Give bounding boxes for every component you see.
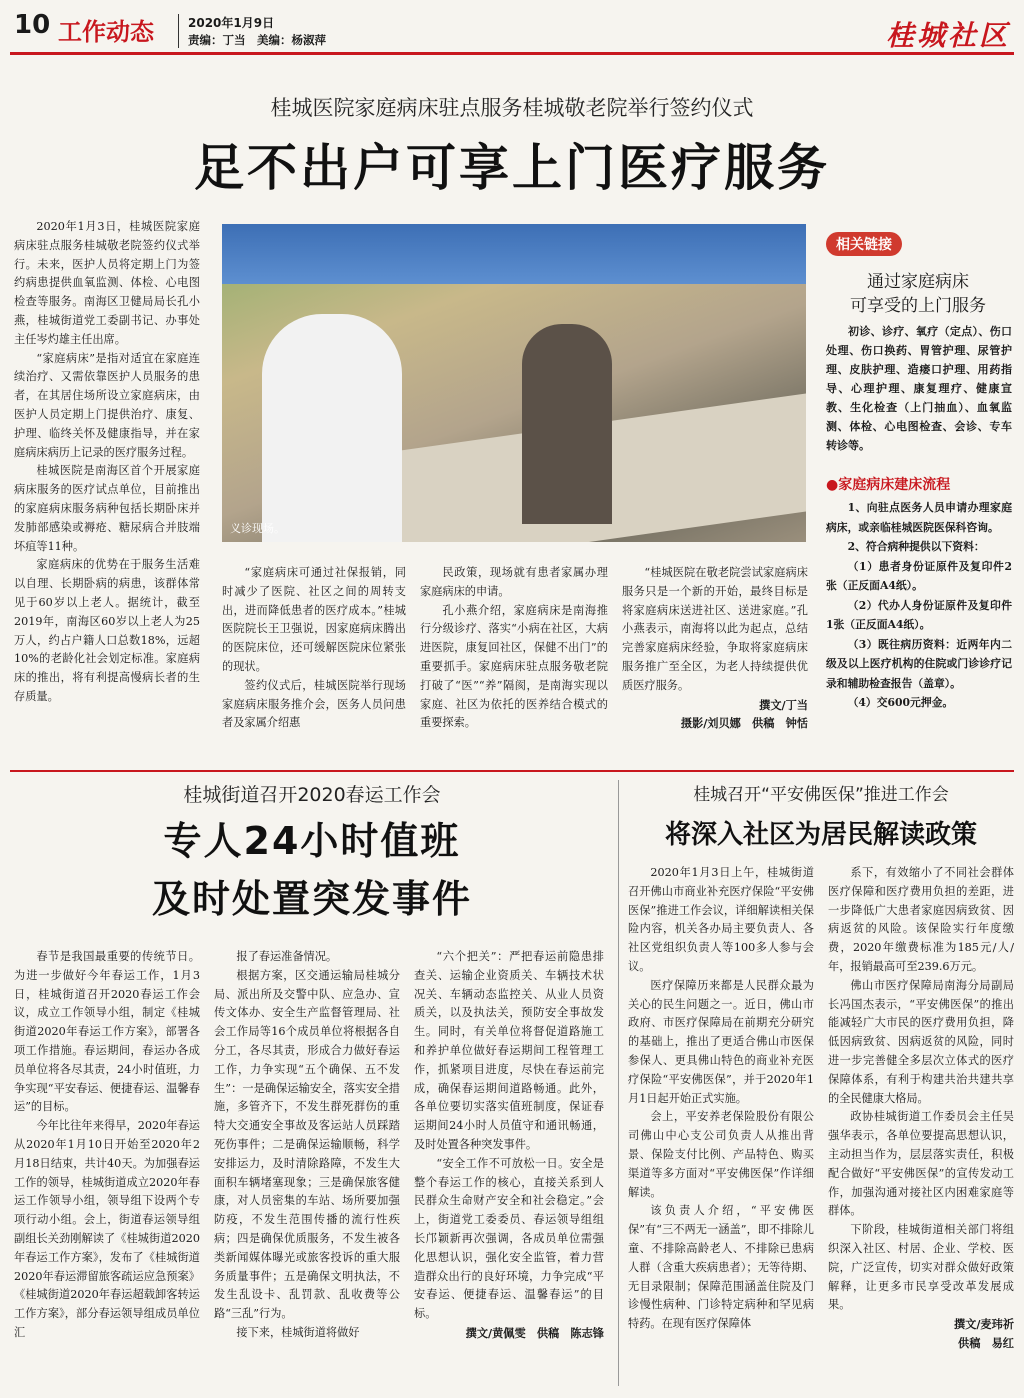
photo-caption: 义诊现场。 [230,522,285,535]
issue-date: 2020年1月9日 [188,16,275,30]
brand-logo: 桂城社区 [885,19,1010,52]
article2-kicker: 桂城街道召开2020春运工作会 [183,784,441,806]
paragraph: 春节是我国最重要的传统节日。为进一步做好今年春运工作，1月3日，桂城街道召开2020春运工作会议，成立工作领导小组，制定《桂城街道2020年春运工作方案》，部署各项工作措施。春运期间，春运办各成员单位将各尽其责，24小时值班，力争实现“平安春运、便捷春运、温馨春运”的目标。 [14,950,200,1114]
paragraph: （4）交600元押金。 [847,696,954,709]
paragraph: 根据方案，区交通运输局桂城分局、派出所及交警中队、应急办、宣传文体办、安全生产监督管理局、社会工作局等16个成员单位将根据各自分工，各尽其责，形成合力做好春运工作，力争实现“五个确保、五不发生”：一是确保运输安全，落实安全措施，多管齐下，不发生群死群伤的重特大交通安全事故及客运站人员踩踏死伤事件；二是确保运输顺畅，科学安排运力，及时清除路障，不发生大面积车辆堵塞现象；三是确保旅客健康，对人员密集的车站、场所要加强防疫，不发生范围传播的流行性疾病；四是确保优质服务，不发生被各类新闻媒体曝光或旅客投诉的重大服务质量事件；五是确保文明执法，不发生乱设卡、乱罚款、乱收费等公路“三乱”行为。 [214,968,400,1321]
photo-canopy [222,224,806,284]
paragraph: 报了春运准备情况。 [236,950,338,963]
paragraph: （2）代办人身份证原件及复印件1张（正反面A4纸）。 [826,598,1012,631]
paragraph: “家庭病床可通过社保报销，同时减少了医院、社区之间的周转支出，进而降低患者的医疗成本。”桂城医院院长王卫强说，因家庭病床腾出的医院床位，还可缓解医院床位紧张的现状。 [222,566,406,673]
paragraph: “六个把关”：严把春运前隐患排查关、运输企业资质关、车辆技术状况关、车辆动态监控关、从业人员资质关，以及执法关，预防安全事故发生。同时，有关单位将督促道路施工和养护单位做好春运期间工程管理工作，抓紧项目进度，尽快在春运前完成，确保春运期间道路畅通。此外，各单位要切实落实值班制度，保证春运期间24小时人员值守和通讯畅通，及时处置各种突发事件。 [414,950,604,1151]
article3-credit: 供稿 易红 [958,1335,1014,1350]
sidebar-services [826,322,1012,464]
photo-patient [522,324,612,524]
paragraph: 今年比往年来得早，2020年春运从2020年1月10日开始至2020年2月18日结束，共计40天。为加强春运工作的领导，桂城街道成立2020年春运工作领导小组，领导组下设两个专项行动小组。会上，街道春运领导组副组长关劲刚解读了《桂城街道2020年春运工作方案》，发布了《桂城街道2020年春运滞留旅客疏运应急预案》《桂城街道2020年春运超载卸客转运工作方案》，部分春运领导组成员单位汇 [14,1119,200,1339]
header-rule [10,52,1014,55]
photo-doctor [262,314,402,542]
headline-line: 专人24小时值班 [163,819,461,863]
article3-headline: 将深入社区为居民解读政策 [664,820,977,850]
article1-headline: 足不出户可享上门医疗服务 [194,139,830,197]
paragraph: 该负责人介绍，“平安佛医保”有“三不两无一涵盖”，即不排除儿童、不排除高龄老人、不排除已患病人群（含重大疾病患者）；无等待期、无目录限制；保障范围涵盖住院及门诊慢性病种、门诊特定病种和罕见病特药。在现有医疗保障体 [628,1204,814,1331]
article2-column-3 [414,948,604,1388]
sidebar-title [820,270,1016,318]
article2-headline [14,812,610,928]
sidebar-steps [826,498,1012,770]
paragraph: 2020年1月3日，桂城医院家庭病床驻点服务桂城敬老院签约仪式举行。未来，医护人员将定期上门为签约病患提供血氧监测、体检、心电图检查等服务。南海区卫健局局长孔小燕，桂城街道党工委副书记、办事处主任岑灼雄主任出席。 [14,220,200,346]
header-divider [178,14,179,48]
paragraph: （1）患者身份证原件及复印件2张（正反面A4纸）。 [826,559,1012,592]
paragraph: “安全工作不可放松一日。安全是整个春运工作的核心，直接关系到人民群众生命财产安全和社会稳定。”会上，街道党工委委员、春运领导组组长邝颖新再次强调，各成员单位需强化思想认识，强化安全监管，着力营造群众出行的良好环境，力争完成“平安春运、便捷春运、温馨春运”的目标。 [414,1156,604,1321]
editor-credits: 责编：丁当 美编：杨淑萍 [188,33,326,47]
paragraph: 民政策，现场就有患者家属办理家庭病床的申请。 [420,566,608,598]
paragraph: 下阶段，桂城街道相关部门将组织深入社区、村居、企业、学校、医院，广泛宣传，切实对群众做好政策解释，让更多市民享受改革发展成果。 [828,1223,1014,1312]
section-name: 工作动态 [58,18,154,46]
sidebar-title-line: 可享受的上门服务 [850,296,986,316]
paragraph: 会上，平安养老保险股份有限公司佛山中心支公司负责人从推出背景、保险支付比例、产品特色、购买渠道等多方面对“平安佛医保”作详细解读。 [628,1110,814,1199]
paragraph: 系下，有效缩小了不同社会群体医疗保障和医疗费用负担的差距，进一步降低广大患者家庭因病致贫、因病返贫的风险。该保险实行年度缴费，2020年缴费标准为185元/人/年，报销最高可至239.6万元。 [828,866,1014,973]
article3-column-1 [628,864,814,1388]
article1-column-3 [420,564,608,764]
paragraph: 签约仪式后，桂城医院举行现场家庭病床服务推介会，医务人员问患者及家属介绍惠 [222,678,406,730]
paragraph: 家庭病床的优势在于服务生活难以自理、长期卧病的病患，该群体常见于60岁以上老人。据统计，截至2019年，南海区60岁以上老人为25万人，约占户籍人口总数18%，远超10%的老龄化社会划定标准。家庭病床的推出，将有利提高慢病长者的生存质量。 [14,558,200,703]
headline-line: 及时处置突发事件 [151,877,472,921]
paragraph: 2、符合病种提供以下资料： [847,540,985,553]
section-divider [10,770,1014,772]
article2-column-1 [14,948,200,1388]
paragraph: “桂城医院在敬老院尝试家庭病床服务只是一个新的开始，最终目标是将家庭病床送进社区、送进家庭。”孔小燕表示，南海将以此为起点，总结完善家庭病床经验，争取将家庭病床服务推广至全区，为老人持续提供优质医疗服务。 [622,566,808,692]
article1-credit: 摄影/刘贝娜 供稿 钟恬 [680,716,808,731]
paragraph: “家庭病床”是指对适宜在家庭连续治疗、又需依靠医护人员服务的患者，在其居住场所设立家庭病床，由医护人员定期上门提供治疗、康复、护理、临终关怀及健康指导，并在家庭病床病历上记录的医疗服务过程。 [14,351,200,459]
paragraph: （3）既往病历资料：近两年内二级及以上医疗机构的住院或门诊诊疗记录和辅助检查报告（盖章）。 [826,637,1012,690]
paragraph: 政协桂城街道工作委员会主任吴强华表示，各单位要提高思想认识，主动担当作为，层层落实责任，积极配合做好“平安佛医保”的宣传发动工作，加强沟通对接社区内困难家庭等群体。 [828,1110,1014,1218]
article1-photo [222,224,806,542]
paragraph: 桂城医院是南海区首个开展家庭病床服务的医疗试点单位，目前推出的家庭病床服务病种包括长期卧床并发肺部感染或褥疮、糖尿病合并肢端坏疽等11种。 [14,464,200,553]
article1-kicker: 桂城医院家庭病床驻点服务桂城敬老院举行签约仪式 [270,96,754,120]
article2-credit: 撰文/黄佩雯 供稿 陈志锋 [465,1325,604,1340]
paragraph: 佛山市医疗保障局南海分局副局长冯国杰表示，“平安佛医保”的推出能减轻广大市民的医疗费用负担，降低因病致贫、因病返贫的风险，同时进一步完善健全多层次立体式的医疗保障体系，有利于构建共治共建共享的全民健康大格局。 [828,978,1014,1105]
article1-column-2 [222,564,406,764]
paragraph: 初诊、诊疗、氧疗（定点）、伤口处理、伤口换药、胃管护理、尿管护理、皮肤护理、造瘘口护理、用药指导、心理护理、康复理疗、健康宣教、生化检查（上门抽血）、血氧监测、体检、心电图检查、会诊、专车转诊等。 [826,325,1012,452]
process-title: ●家庭病床建床流程 [826,477,951,493]
article3-kicker: 桂城召开“平安佛医保”推进工作会 [693,785,949,805]
page-number: 10 [14,10,51,40]
article3-column-2 [828,864,1014,1388]
column-divider [618,780,619,1386]
article2-column-2 [214,948,400,1388]
article1-credit: 撰文/丁当 [759,697,808,712]
article1-column-1 [14,218,200,770]
sidebar-title-line: 通过家庭病床 [867,272,969,292]
paragraph: 医疗保障历来都是人民群众最为关心的民生问题之一。近日，佛山市政府、市医疗保障局在前期充分研究的基础上，推出了更适合佛山市医保参保人、更具佛山特色的商业补充医疗保险“平安佛医保”，并于2020年1月1日起开始正式实施。 [628,978,814,1105]
paragraph: 1、向驻点医务人员申请办理家庭病床，或亲临桂城医院医保科咨询。 [826,501,1012,534]
paragraph: 接下来，桂城街道将做好 [236,1325,360,1339]
sidebar-tag: 相关链接 [826,232,902,256]
paragraph: 2020年1月3日上午，桂城街道召开佛山市商业补充医疗保险“平安佛医保”推进工作会议，详细解读相关保险内容，机关各办局主要负责人、各社区党组织负责人等100多人参与会议。 [628,866,814,973]
article1-column-4 [622,564,808,764]
paragraph: 孔小燕介绍，家庭病床是南海推行分级诊疗、落实“小病在社区，大病进医院，康复回社区，保健不出门”的重要抓手。家庭病床驻点服务敬老院打破了“医”“养”隔阂，是南海实现以家庭、社区为依托的医养结合模式的重要探索。 [420,603,608,730]
article3-credit: 撰文/麦玮祈 [953,1317,1014,1332]
